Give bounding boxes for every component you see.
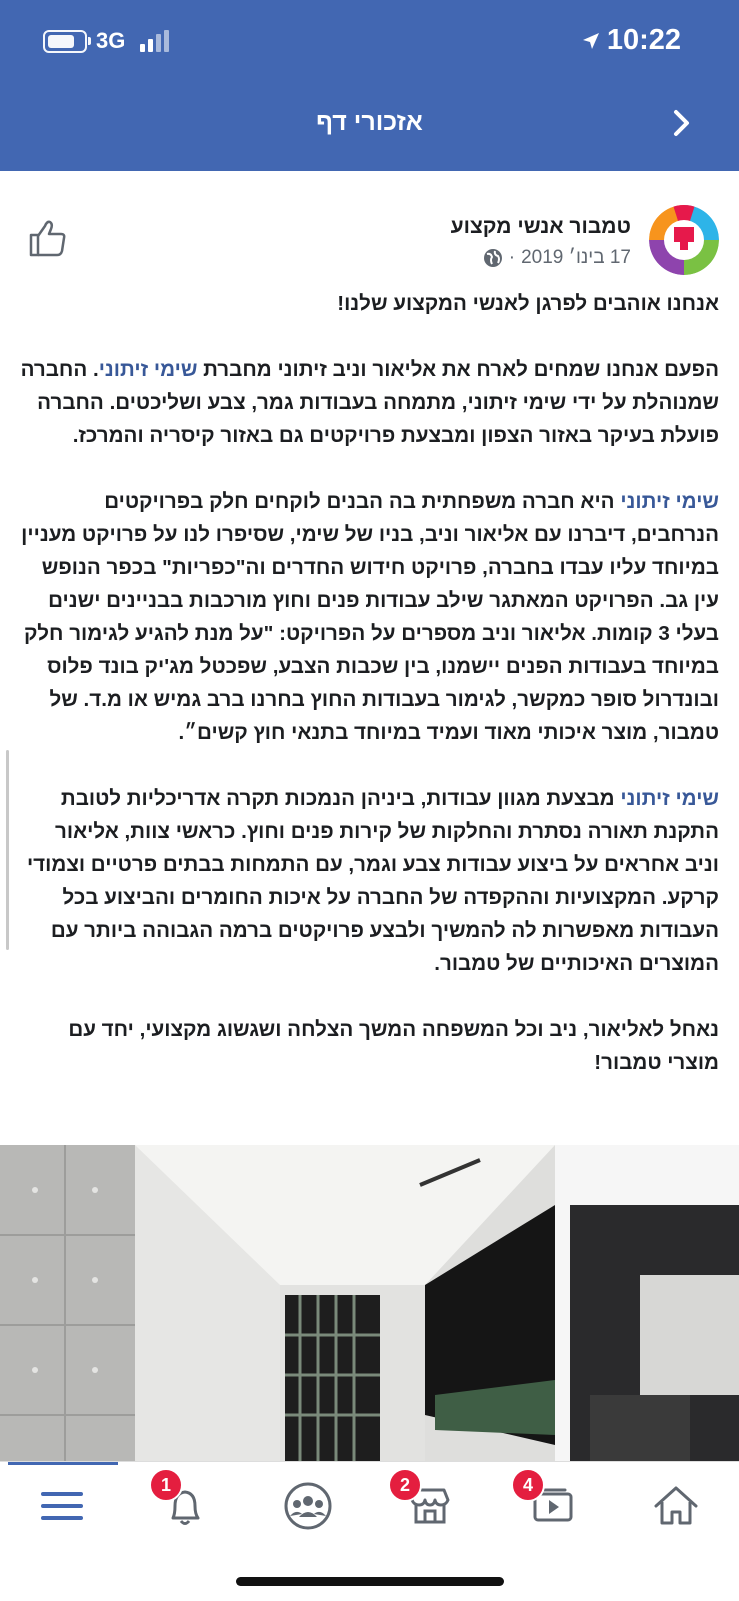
- page-avatar[interactable]: [649, 205, 719, 275]
- page-name[interactable]: טמבור אנשי מקצוע: [450, 215, 631, 238]
- status-bar: [0, 22, 739, 62]
- clock: 10:22: [606, 24, 681, 56]
- tab-watch[interactable]: [523, 1476, 583, 1536]
- company-link[interactable]: שימי זיתוני: [620, 490, 719, 513]
- tambour-logo-icon: [649, 205, 719, 275]
- post-body: [16, 287, 719, 1112]
- groups-icon: [278, 1476, 338, 1536]
- watch-badge: 4: [511, 1468, 545, 1502]
- post-paragraph: [16, 1013, 719, 1079]
- tab-marketplace[interactable]: [400, 1476, 460, 1536]
- post-date[interactable]: 17 בינו׳ 2019: [521, 247, 631, 268]
- tab-notifications[interactable]: [155, 1476, 215, 1536]
- paragraph-text: הפעם אנחנו שמחים לארח את אליאור וניב זיתוני מחברת: [197, 358, 719, 381]
- paragraph-text: אנחנו אוהבים לפרגן לאנשי המקצוע שלנו!: [337, 292, 719, 315]
- active-tab-indicator: [8, 1462, 118, 1465]
- menu-icon: [32, 1476, 92, 1536]
- like-thumb-icon[interactable]: [27, 217, 69, 259]
- notifications-badge: 1: [149, 1468, 183, 1502]
- post-paragraph: [16, 287, 719, 320]
- tab-groups[interactable]: [278, 1476, 338, 1536]
- paragraph-text: . החברה שמנוהלת על ידי שימי זיתוני, מתמחה בעבודות גמר, צבע ושליכטים. החברה פועלת בעיקר באזור הצפון ומבצעת פרויקטים גם באזור קיסריה והמרכז.: [20, 358, 719, 447]
- home-icon: [646, 1476, 706, 1536]
- post-header: [19, 205, 719, 280]
- back-chevron-icon[interactable]: [667, 108, 697, 138]
- tab-menu[interactable]: [32, 1476, 92, 1536]
- signal-icon: [140, 30, 170, 52]
- home-indicator[interactable]: [236, 1577, 504, 1586]
- scroll-indicator[interactable]: [6, 750, 9, 950]
- paragraph-text: נאחל לאליאור, ניב וכל המשפחה המשך הצלחה ושגשוג מקצועי, יחד עם מוצרי טמבור!: [68, 1018, 719, 1074]
- battery-level: [48, 35, 74, 48]
- network-type: 3G: [96, 28, 126, 53]
- battery-icon: [43, 30, 87, 53]
- post-paragraph: [16, 782, 719, 980]
- post-photo[interactable]: [0, 1145, 739, 1461]
- page-title: אזכורי דף: [316, 108, 423, 136]
- paragraph-text: היא חברה משפחתית בה הבנים לוקחים חלק בפרויקטים הנרחבים, דיברנו עם אליאור וניב, בניו של שימי, שסיפרו לנו על פרויקט מעניין במיוחד עליו עבדו בחברה, פרויקט חידוש החדרים וה"כפריות" בכפר הנופש עין גב. הפרויקט המאתגר שילב עבודות פנים וחוץ מורכבות בבניינים ישנים בעלי 3 קומות. אליאור וניב מספרים על הפרויקט: "על מנת להגיע לגימור חלק במיוחד בעבודות הפנים יישמנו, בין שכבות הצבע, שפכטל מג'יק בונד פלוס ובונדרול סופר כמקשר, לגימור בעבודות החוץ בחרנו ברב גמיש או מ.ד. של טמבור, מוצר איכותי מאוד ועמיד במיוחד בתנאי חוץ קשים״.: [21, 490, 719, 744]
- app-header: [0, 0, 739, 171]
- company-link[interactable]: שימי זיתוני: [620, 787, 719, 810]
- globe-icon: [483, 248, 503, 268]
- post-paragraph: [16, 485, 719, 749]
- paragraph-text: מבצעת מגוון עבודות, ביניהן הנמכות תקרה אדריכליות לטובת התקנת תאורה נסתרת והחלקות של קירות פנים וחוץ. כראשי צוות, אליאור וניב אחראים על ביצוע עבודות צבע וגמר, עם התמחות בבתים פרטיים וצמודי קרקע. המקצועיות וההקפדה של החברה על איכות החומרים והביצוע בכל העבודות מאפשרות לה להמשיך ולבצע פרויקטים ברמה הגבוהה ביותר עם המוצרים האיכותיים של טמבור.: [26, 787, 719, 975]
- corridor-photo: [0, 1145, 739, 1461]
- status-right: [581, 24, 681, 57]
- location-arrow-icon: [581, 31, 601, 51]
- post-meta: [483, 247, 631, 269]
- marketplace-badge: 2: [388, 1468, 422, 1502]
- company-link[interactable]: שימי זיתוני: [98, 358, 198, 381]
- tab-home[interactable]: [646, 1476, 706, 1536]
- post-paragraph: [16, 353, 719, 452]
- meta-separator: ·: [508, 247, 516, 268]
